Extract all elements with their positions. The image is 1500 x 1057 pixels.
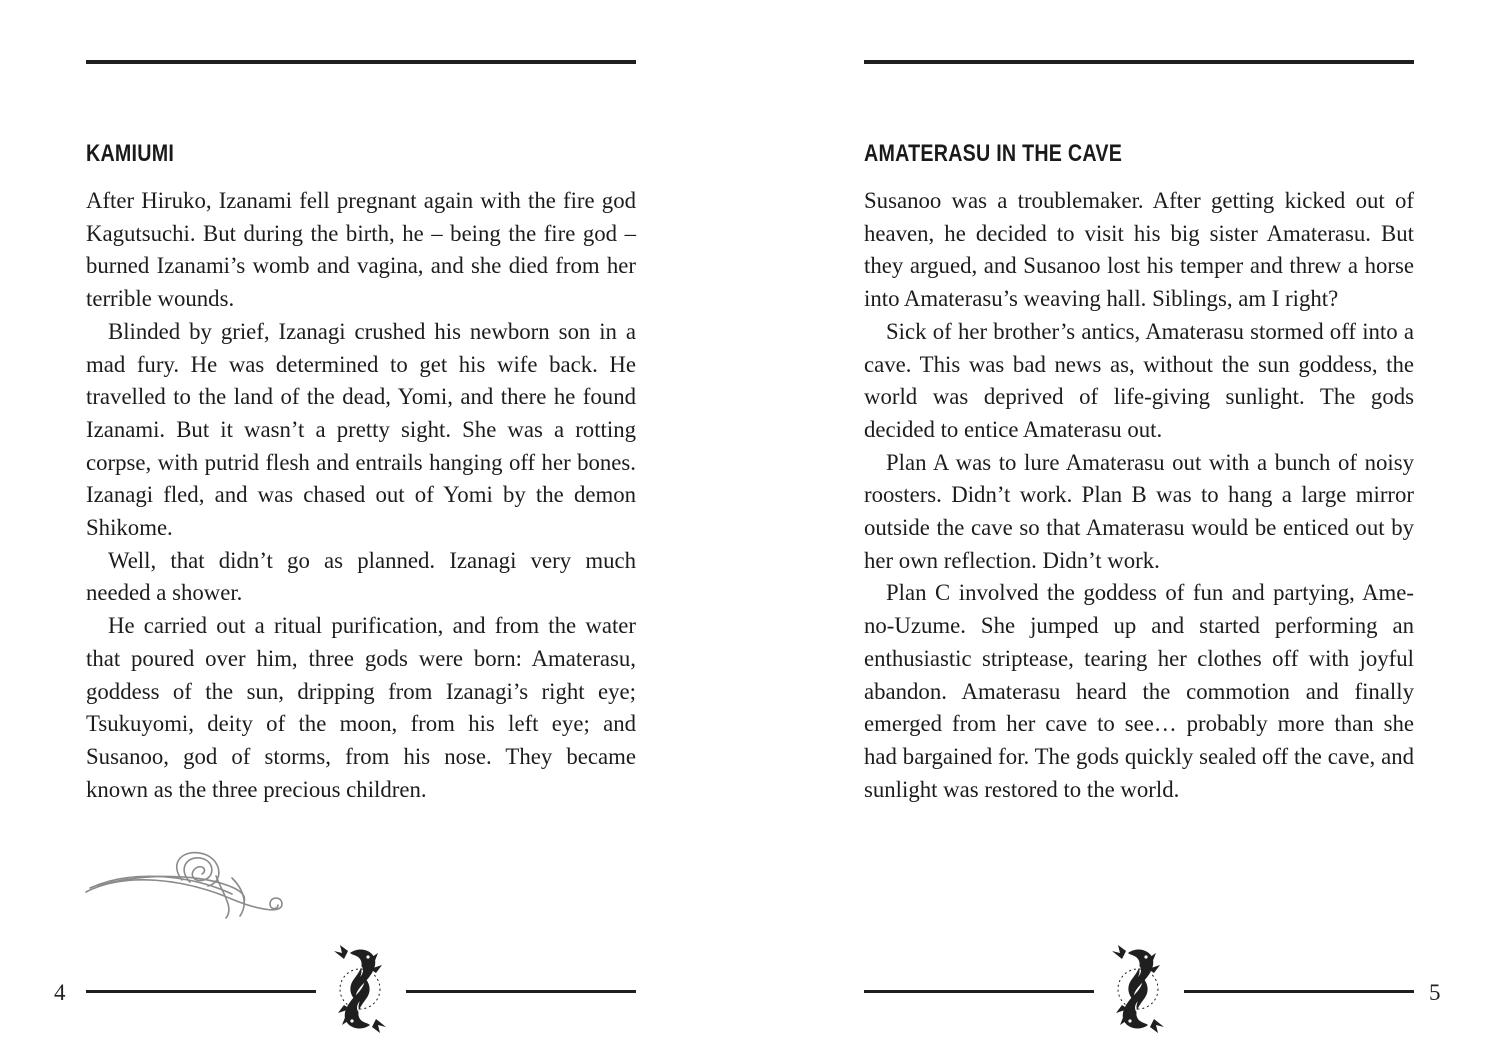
paragraph: Susanoo was a troublemaker. After getting kicked out of heaven, he decided to visit his big sister Amaterasu. But they argued, and Susanoo lost his temper and threw a horse into Amaterasu’s weaving hall. Siblings, am I right? [864,188,1414,312]
wind-swirl-icon [84,850,288,926]
body-text [864,185,1414,806]
footer-rule-left [864,990,1094,993]
paragraph: Well, that didn’t go as planned. Izanagi very much needed a shower. [86,547,636,606]
right-page [750,0,1500,1057]
paragraph: Plan A was to lure Amaterasu out with a bunch of noisy roosters. Didn’t work. Plan B was to hang a large mirror outside the cave so that Amaterasu would be enticed out by her own reflection. Didn’t work. [864,449,1414,573]
top-rule [864,60,1414,64]
footer-rule-left [86,990,316,993]
paragraph: Blinded by grief, Izanagi crushed his newborn son in a mad fury. He was determined to get his wife back. He travelled to the land of the dead, Yomi, and there he found Izanami. But it wasn’t a pretty sight. She was a rotting corpse, with putrid flesh and entrails hanging off her bones. Izanagi fled, and was chased out of Yomi by the demon Shikome. [86,318,636,541]
paragraph: Sick of her brother’s antics, Amaterasu stormed off into a cave. This was bad news as, without the sun goddess, the world was deprived of life-giving sunlight. The gods decided to entice Amaterasu out. [864,318,1414,442]
page-number: 4 [54,980,66,1005]
footer-rule-right [1184,990,1414,993]
paragraph: Plan C involved the goddess of fun and partying, Ame-no-Uzume. She jumped up and started performing an enthusiastic striptease, tearing her clothes off with joyful abandon. Amaterasu heard the commotion and finally emerged from her cave to see… probably more than she had bargained for. The gods quickly sealed off the cave, and sunlight was restored to the world. [864,580,1414,802]
paragraph: He carried out a ritual purification, and from the water that poured over him, three gods were born: Amaterasu, goddess of the sun, dripping from Izanagi’s right eye; Tsukuyomi, deity of the moon, from his left eye; and Susanoo, god of storms, from his nose. They became known as the three precious children. [86,613,636,802]
chapter-heading: AMATERASU IN THE CAVE [864,140,1123,167]
footer-rule-right [406,990,636,993]
paragraph: After Hiruko, Izanami fell pregnant again with the fire god Kagutsuchi. But during the birth, he – being the fire god – burned Izanami’s womb and vagina, and she died from her terrible wounds. [86,188,636,312]
top-rule [86,60,636,64]
koi-fish-pair-icon [1098,943,1178,1035]
chapter-heading: KAMIUMI [86,140,175,167]
page-number: 5 [1429,980,1441,1005]
body-text [86,185,636,806]
koi-fish-pair-icon [320,943,400,1035]
